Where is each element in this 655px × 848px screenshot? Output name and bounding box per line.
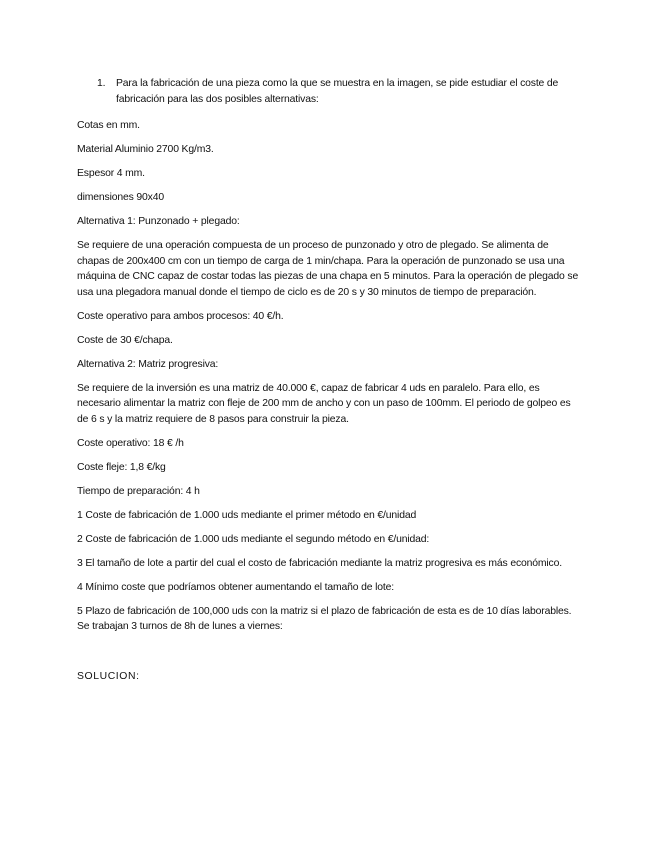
alternative1-sheet-cost: Coste de 30 €/chapa. [77, 334, 173, 346]
dimensions-spec: dimensiones 90x40 [77, 192, 164, 203]
document-page [77, 76, 579, 693]
alternative2-title: Alternativa 2: Matriz progresiva: [77, 358, 219, 370]
question-4: 4 Mínimo coste que podríamos obtener aumentando el tamaño de lote: [77, 581, 395, 593]
material-spec: Material Aluminio 2700 Kg/m3. [77, 144, 214, 155]
units-note: Cotas en mm. [77, 120, 140, 131]
question-3: 3 El tamaño de lote a partir del cual el costo de fabricación mediante la matriz progresiva es más económico. [77, 557, 562, 569]
question-2: 2 Coste de fabricación de 1.000 uds mediante el segundo método en €/unidad: [77, 533, 430, 545]
thickness-spec: Espesor 4 mm. [77, 168, 145, 179]
solution-heading: SOLUCION: [77, 671, 140, 682]
alternative2-description: Se requiere de la inversión es una matriz de 40.000 €, capaz de fabricar 4 uds en paralelo. Para ello, es necesario alimentar la matriz con fleje de 200 mm de ancho y con un paso de 100mm. El periodo de golpeo es de 6 s y la matriz requiere de 8 pasos para construir la pieza. [77, 382, 571, 425]
spacer [77, 643, 579, 669]
alternative2-strip-cost: Coste fleje: 1,8 €/kg [77, 461, 166, 473]
alternative2-setup-time: Tiempo de preparación: 4 h [77, 485, 200, 497]
question-5: 5 Plazo de fabricación de 100,000 uds con la matriz si el plazo de fabricación de esta es de 10 días laborables. Se trabajan 3 turnos de 8h de lunes a viernes: [77, 605, 572, 632]
alternative1-operating-cost: Coste operativo para ambos procesos: 40 €/h. [77, 310, 284, 322]
problem-text: Para la fabricación de una pieza como la que se muestra en la imagen, se pide estudiar el coste de fabricación para las dos posibles alternativas: [116, 78, 559, 105]
alternative2-operating-cost: Coste operativo: 18 € /h [77, 437, 184, 449]
problem-statement [97, 76, 579, 107]
question-1: 1 Coste de fabricación de 1.000 uds mediante el primer método en €/unidad [77, 509, 417, 521]
alternative1-title: Alternativa 1: Punzonado + plegado: [77, 216, 240, 227]
problem-number: 1. [97, 78, 106, 89]
alternative1-description: Se requiere de una operación compuesta de un proceso de punzonado y otro de plegado. Se alimenta de chapas de 200x400 cm con un tiempo de carga de 1 min/chapa. Para la operación de punzonado se usa una máquina de CNC capaz de costar todas las piezas de una chapa en 5 minutos. Para la operación de plegado se usa una plegadora manual donde el tiempo de ciclo es de 20 s y 30 minutos de tiempo de preparación. [77, 240, 579, 298]
